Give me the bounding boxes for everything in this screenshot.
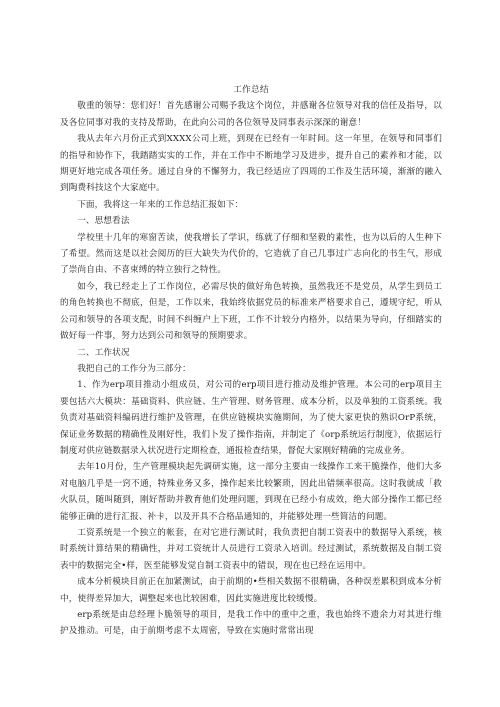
document-title: 工作总结 [233,85,269,95]
body-paragraph: 成本分析模块目前正在加紧测试，由于前期的•些相关数据不很精确，各种误差累积到成本分析中，使得差异加大，调整起来也比较困难，因此实施进度比较缓慢。 [60,577,442,604]
document-page [60,82,442,640]
body-paragraph: 我从去年六月份正式到XXXX公司上班，到现在已经有一年时间。这一年里，在领导和同事们的指导和协作下，我踏踏实实的工作，并在工作中不断地学习及进步，提升自己的素养和才能，以期更好地完成各项任务。通过自身的不懈努力，我已经适应了四周的工作及生活环境，渐渐的融入到陶费科技这个大家庭中。 [60,134,442,194]
body-paragraph: 学校里十几年的寒窗苦读，使我增长了学识，练就了仔细和坚毅的素性，也为以后的人生种下了希望。然而这是以社会阅历的巨大缺失为代价的，它造就了自己几事过广志向化的书生气，形成了崇尚自由、不喜束缚的特立独行之特性。 [60,232,442,276]
body-paragraph: 下面，我将这一年来的工作总结汇报如下： [77,199,244,210]
body-paragraph: 去年10月份，生产管理模块起先调研实施，这一部分主要由一线操作工来干脆操作，他们大多对电脑几乎是一窍不通，特殊业务又多，操作起来比较繁琐，因此出错频率很高。这时我就成「救火队员，随叫随到，刚好帮助并教育他们处理问题，到现在已经小有成效，绝大部分操作工都已经能够正确的进行汇报、补卡，以及开具不合格品通知的，并能够处理一些简洁的问题。 [60,462,442,522]
body-paragraph: 工资系统是一个独立的帐套，在对它进行测试时，我负责把自制工资表中的数据导入系统，核时系统计算结果的精确性，并对工资统计人员进行工资录入培训。经过测试，系统数据及自制工资表中的数据完全•样，医至能够发觉自制工资表中的错误，现在也已经在运用中。 [60,527,442,571]
section-heading: 一、思想看法 [77,216,130,227]
body-paragraph: 1、作为erp项目推动小组成员，对公司的erp项目进行推动及维护管理。本公司的erp项目主要包括六大模块：基础资料、供应链、生产管理、财务管理、成本分析，以及单独的工资系统。我负责对基础资料编码进行维护及管理，在供应链模块实施期间，为了使大家更快的熟识OrP系统，保证业务数据的精确性及刚好性，我们卜发了操作指南，并制定了《orp系统运行制度》，依据运行制度对供应链数据录入状况进行定期检查，通报检查结果，督促大家刚好精确的完成业务。 [60,380,442,456]
body-paragraph: erp系统是由总经理卜脆领导的项目，是我工作中的重中之重，我也始终不遗余力对其进行维护及推动。可是，由于前期考虑不太周密，导致在实施时常常出现 [60,610,442,637]
body-paragraph: 敬重的领导：您们好！首先感谢公司赐予我这个岗位，并感谢各位领导对我的信任及指导，以及各位同事对我的支持及帮助，在此向公司的各位领导及同事表示深深的谢意！ [60,101,442,128]
document-body [60,98,442,639]
body-paragraph: 我把自己的工作分为三部分： [77,363,191,374]
section-heading: 二、工作状况 [77,347,130,358]
body-paragraph: 如今，我已经走上了工作岗位，必需尽快的做好角色转换，虽然我还不是党员，从学生到员工的角色转换也不彻底，但是，工作以来，我始终依据党员的标准来严格要求自己，遵规守纪，听从公司和领导的各项支配，时间不纠缠户上下班，工作不计较分内格外，以结果为导向，仔细踏实的做好每一件事，努力达到公司和领导的预期要求。 [60,281,442,342]
